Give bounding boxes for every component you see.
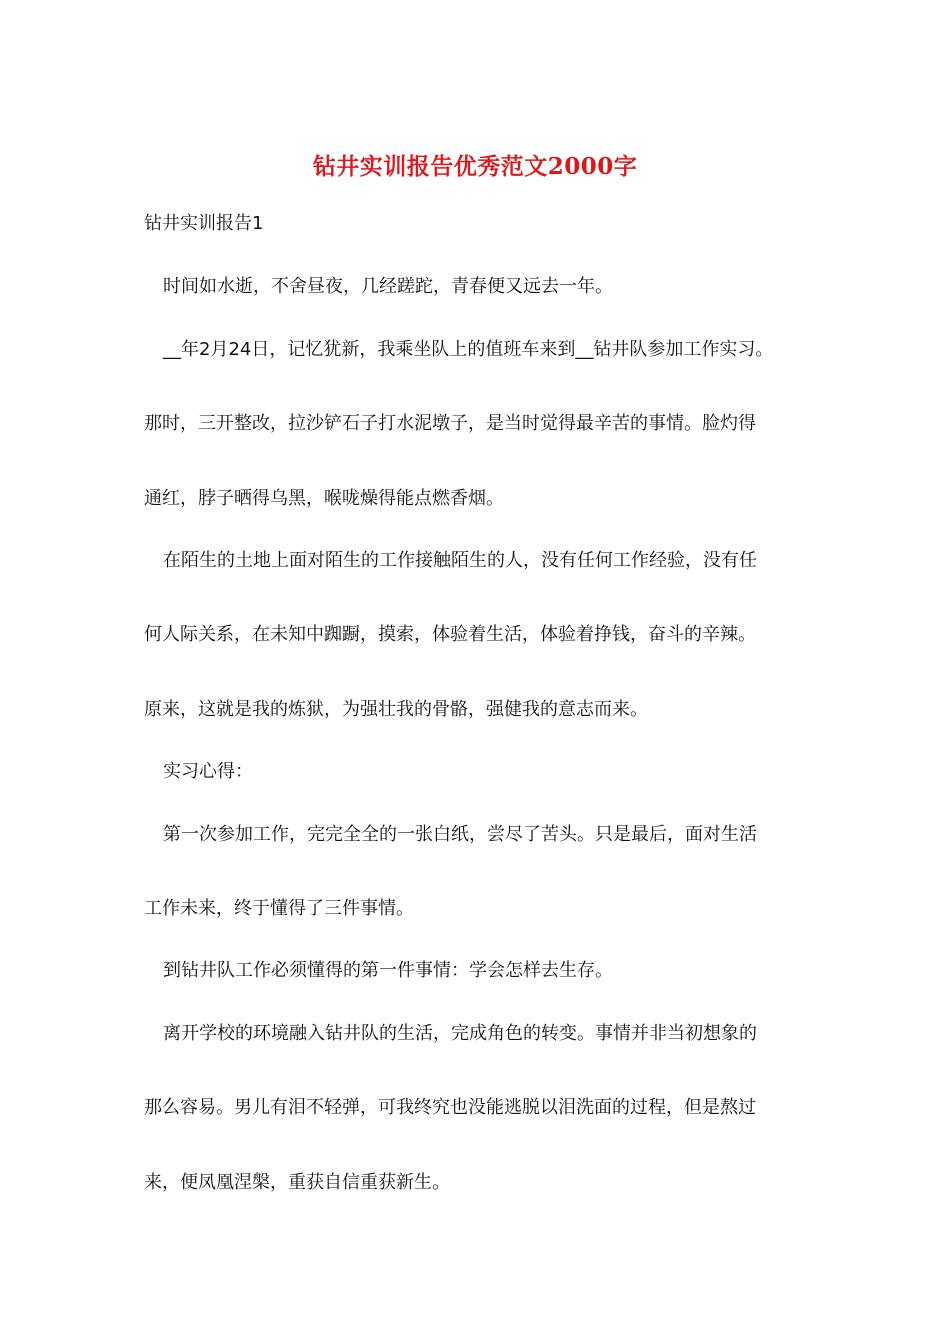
paragraph-line: 何人际关系，在未知中踟蹰，摸索，体验着生活，体验着挣钱，奋斗的辛辣。: [144, 624, 756, 645]
paragraph-line: 那么容易。男儿有泪不轻弹，可我终究也没能逃脱以泪洗面的过程，但是熬过: [144, 1097, 756, 1118]
paragraph-line: 原来，这就是我的炼狱，为强壮我的骨骼，强健我的意志而来。: [144, 699, 648, 720]
paragraph-line: 离开学校的环境融入钻井队的生活，完成角色的转变。事情并非当初想象的: [163, 1023, 757, 1044]
paragraph-line: 通红，脖子晒得乌黑，喉咙燥得能点燃香烟。: [144, 488, 504, 509]
paragraph-line: 那时，三开整改，拉沙铲石子打水泥墩子，是当时觉得最辛苦的事情。脸灼得: [144, 413, 756, 434]
section-heading: 钻井实训报告1: [144, 213, 264, 234]
paragraph-line: 来，便凤凰涅槃，重获自信重获新生。: [144, 1172, 450, 1193]
paragraph-line: __年2月24日，记忆犹新，我乘坐队上的值班车来到__钻井队参加工作实习。: [163, 339, 774, 360]
paragraph-line: 第一次参加工作，完完全全的一张白纸，尝尽了苦头。只是最后，面对生活: [163, 824, 757, 845]
paragraph-line: 到钻井队工作必须懂得的第一件事情：学会怎样去生存。: [163, 960, 613, 981]
paragraph-line: 时间如水逝，不舍昼夜，几经蹉跎，青春便又远去一年。: [163, 276, 613, 297]
paragraph-line: 在陌生的土地上面对陌生的工作接触陌生的人，没有任何工作经验，没有任: [163, 550, 757, 571]
subheading-line: 实习心得：: [163, 761, 253, 782]
paragraph-line: 工作未来，终于懂得了三件事情。: [144, 898, 414, 919]
document-title: 钻井实训报告优秀范文2000字: [312, 153, 638, 180]
